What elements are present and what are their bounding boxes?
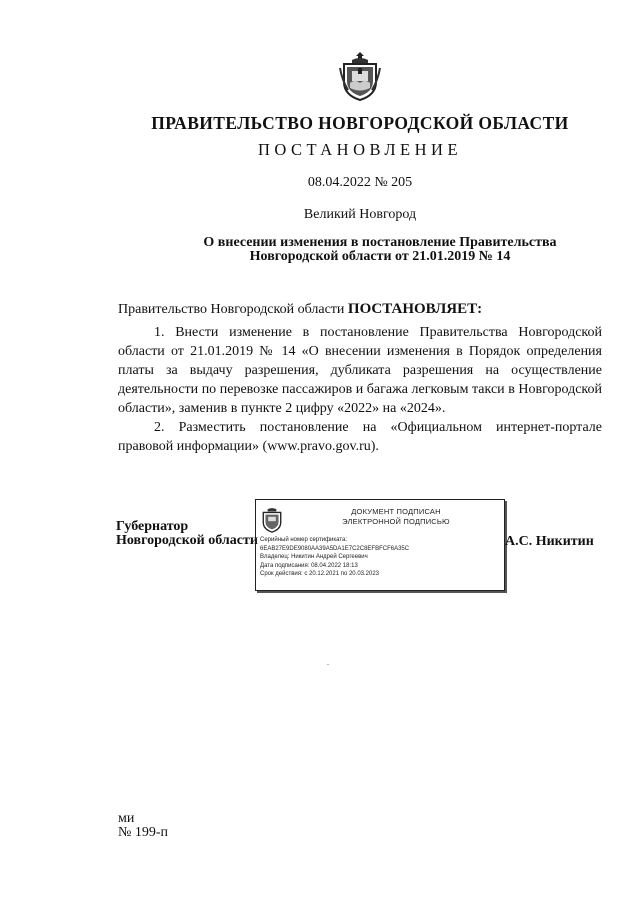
certificate-serial-label: Серийный номер сертификата: [260,537,348,543]
coat-of-arms-icon [260,504,284,534]
resolution-item-2: 2. Разместить постановление на «Официальном интернет-портале правовой информации» (www.pravo.gov.ru). [118,420,602,454]
city: Великий Новгород [303,207,417,222]
date-and-number: 08.04.2022 № 205 [307,175,413,190]
signer-title-line-1: Губернатор [116,519,189,534]
registration-number: № 199-п [118,825,169,840]
certificate-serial-value: 6EAB27E9DE9080AA39A5DA1E7C2C8EFBFCF6A35C [260,545,410,552]
stamp-heading-line-2: ЭЛЕКТРОННОЙ ПОДПИСЬЮ [342,517,450,526]
subject-line-1: О внесении изменения в постановление Правительства [203,235,557,250]
stamp-heading-line-1: ДОКУМЕНТ ПОДПИСАН [351,507,441,516]
resolution-item-1: 1. Внести изменение в постановление Правительства Новгородской области от 21.01.2019 № 14 «О внесении изменения в Порядок определения платы за выдачу разрешения, дубликата разрешения на осуществление деятельности по перевозке пассажиров и багажа легковым такси в Новгородской области», заменив в пункте 2 цифру «2022» на «2024». [118,325,602,416]
document-type: ПОСТАНОВЛЕНИЕ [257,140,463,159]
executor-initials: ми [118,811,135,826]
signer-name: А.С. Никитин [505,534,594,549]
stamp-heading [316,507,476,527]
resolution-intro [118,300,602,319]
footer-registration [118,812,168,840]
government-title: ПРАВИТЕЛЬСТВО НОВГОРОДСКОЙ ОБЛАСТИ [151,113,569,133]
stamp-details [260,536,500,579]
intro-bold: ПОСТАНОВЛЯЕТ: [347,301,483,317]
signer-title-line-2: Новгородской области [116,533,258,548]
coat-of-arms-icon [338,50,382,102]
document-subject [190,236,570,264]
scan-artifact [327,664,329,665]
signing-date: Дата подписания: 08.04.2022 18:13 [260,562,358,569]
intro-text: Правительство Новгородской области [118,302,348,317]
e-signature-stamp [255,499,505,591]
signer-title [116,520,258,548]
certificate-owner: Владелец: Никитин Андрей Сергеевич [260,554,368,560]
certificate-validity: Срок действия: с 20.12.2021 по 20.03.2023 [260,571,380,577]
subject-line-2: Новгородской области от 21.01.2019 № 14 [249,249,511,264]
